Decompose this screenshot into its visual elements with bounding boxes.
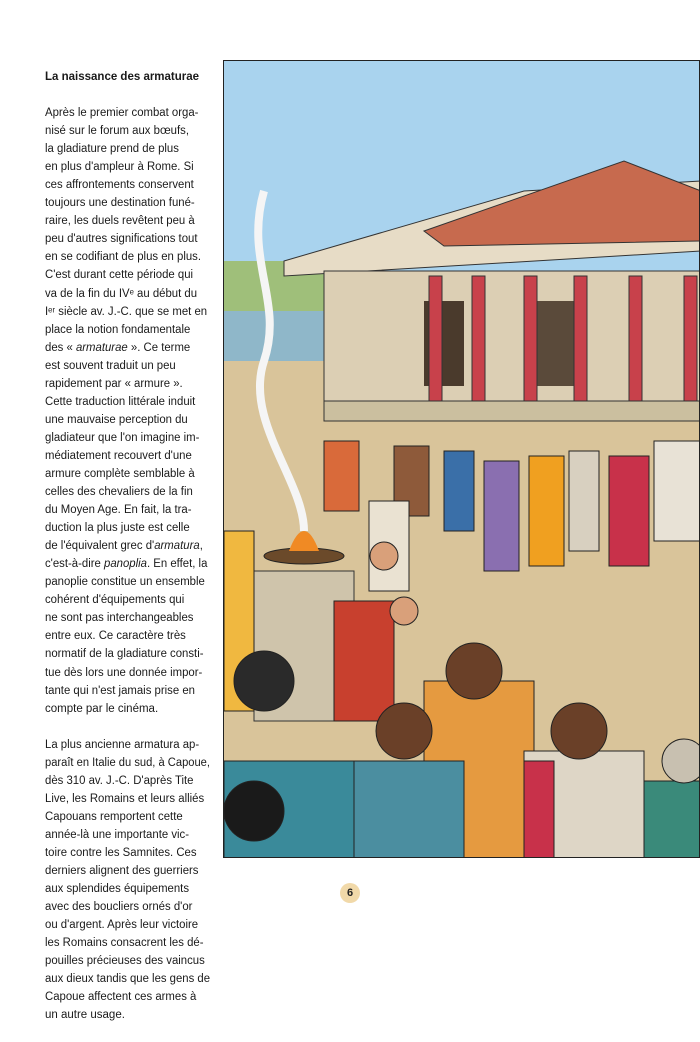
text-line — [45, 339, 210, 357]
text-line — [45, 158, 210, 176]
text-segment: Live, les Romains et leurs alliés — [45, 792, 205, 805]
text-line — [45, 411, 210, 429]
text-line — [45, 970, 210, 988]
text-segment: en plus d'ampleur à Rome. Si — [45, 161, 194, 174]
text-line — [45, 880, 210, 898]
text-line — [45, 140, 210, 158]
text-line — [45, 700, 212, 718]
text-segment: rapidement par « armure ». — [45, 377, 183, 390]
text-line — [45, 609, 210, 627]
text-line — [45, 844, 210, 862]
text-segment: cohérent d'équipements qui — [45, 594, 185, 607]
text-line — [45, 682, 210, 700]
text-segment: du Moyen Age. En fait, la tra- — [45, 504, 192, 517]
text-segment: nisé sur le forum aux bœufs, — [45, 125, 189, 138]
text-segment: gladiateur que l'on imagine im- — [45, 431, 200, 444]
paragraph — [45, 104, 212, 718]
text-line — [45, 483, 210, 501]
text-segment: aux dieux tandis que les gens de — [45, 973, 210, 986]
text-segment: , — [199, 540, 203, 553]
text-line — [45, 988, 210, 1006]
text-line — [45, 357, 210, 375]
section-title: La naissance des armaturae — [45, 71, 200, 83]
article-body — [45, 104, 212, 1024]
text-line — [45, 898, 210, 916]
text-segment: . En effet, la — [146, 558, 208, 571]
text-line — [45, 754, 210, 772]
text-segment: duction la plus juste est celle — [45, 522, 190, 535]
text-segment: année-là une importante vic- — [45, 828, 190, 841]
text-segment: les Romains consacrent les dé- — [45, 937, 204, 950]
text-line — [45, 736, 210, 754]
text-segment: normatif de la gladiature consti- — [45, 648, 204, 661]
text-segment: place la notion fondamentale — [45, 323, 191, 336]
text-line — [45, 862, 210, 880]
text-segment: ». Ce terme — [127, 341, 191, 354]
text-segment: ces affrontements conservent — [45, 179, 194, 192]
text-line — [45, 122, 210, 140]
article-column — [45, 68, 212, 1042]
text-segment: un autre usage. — [45, 1009, 125, 1022]
text-segment: la gladiature prend de plus — [45, 143, 179, 156]
text-segment: médiatement recouvert d'une — [45, 449, 192, 462]
italic-term: armatura — [154, 540, 200, 553]
text-segment: c'est-à-dire — [45, 558, 105, 571]
text-line — [45, 573, 210, 591]
text-segment: derniers alignent des guerriers — [45, 864, 199, 877]
text-segment: une mauvaise perception du — [45, 413, 188, 426]
italic-term: panoplia — [104, 558, 147, 571]
page-number: 6 — [340, 883, 360, 903]
text-line — [45, 790, 210, 808]
text-segment: tue dès lors une donnée impor- — [45, 666, 203, 679]
text-line — [45, 1006, 212, 1024]
text-line — [45, 303, 210, 321]
text-line — [45, 934, 210, 952]
text-line — [45, 321, 210, 339]
text-segment: va de la fin du IVᵉ au début du — [45, 287, 198, 300]
text-segment: toire contre les Samnites. Ces — [45, 846, 197, 859]
text-segment: Capouans remportent cette — [45, 810, 183, 823]
text-line — [45, 537, 210, 555]
text-line — [45, 808, 210, 826]
text-segment: armure complète semblable à — [45, 467, 195, 480]
text-segment: celles des chevaliers de la fin — [45, 486, 193, 499]
text-line — [45, 447, 210, 465]
text-segment: ou d'argent. Après leur victoire — [45, 919, 199, 932]
illustration-drawing — [224, 61, 700, 858]
text-segment: Cette traduction littérale induit — [45, 395, 196, 408]
text-segment: en se codifiant de plus en plus. — [45, 251, 202, 264]
text-segment: aux splendides équipements — [45, 883, 190, 896]
text-segment: dès 310 av. J.-C. D'après Tite — [45, 774, 194, 787]
text-line — [45, 393, 210, 411]
text-segment: panoplie constitue un ensemble — [45, 576, 205, 589]
text-line — [45, 230, 210, 248]
text-line — [45, 194, 210, 212]
text-line — [45, 772, 210, 790]
text-line — [45, 555, 210, 573]
text-segment: La plus ancienne armatura ap- — [45, 738, 200, 751]
text-line — [45, 664, 210, 682]
text-segment: compte par le cinéma. — [45, 702, 159, 715]
paragraph — [45, 736, 212, 1025]
text-line — [45, 212, 210, 230]
text-segment: des « — [45, 341, 76, 354]
text-segment: Capoue affectent ces armes à — [45, 991, 197, 1004]
text-line — [45, 176, 210, 194]
text-segment: tante qui n'est jamais prise en — [45, 684, 195, 697]
text-line — [45, 645, 210, 663]
text-line — [45, 104, 210, 122]
text-line — [45, 519, 210, 537]
text-segment: pouilles précieuses des vaincus — [45, 955, 205, 968]
text-line — [45, 375, 210, 393]
text-line — [45, 465, 210, 483]
text-line — [45, 916, 210, 934]
text-segment: toujours une destination funé- — [45, 197, 195, 210]
text-line — [45, 285, 210, 303]
text-line — [45, 501, 210, 519]
text-segment: C'est durant cette période qui — [45, 269, 194, 282]
text-segment: paraît en Italie du sud, à Capoue, — [45, 756, 210, 769]
text-segment: entre eux. Ce caractère très — [45, 630, 186, 643]
text-segment: est souvent traduit un peu — [45, 359, 176, 372]
text-segment: raire, les duels revêtent peu à — [45, 215, 195, 228]
text-segment: de l'équivalent grec d' — [45, 540, 155, 553]
text-segment: avec des boucliers ornés d'or — [45, 901, 193, 914]
text-line — [45, 591, 210, 609]
text-line — [45, 627, 210, 645]
text-line — [45, 429, 210, 447]
text-line — [45, 248, 210, 266]
text-line — [45, 826, 210, 844]
text-line — [45, 952, 210, 970]
text-segment: Iᵉʳ siècle av. J.-C. que se met en — [45, 305, 208, 318]
text-segment: Après le premier combat orga- — [45, 107, 199, 120]
comic-illustration-roman-temple-crowd — [223, 60, 700, 858]
text-segment: peu d'autres significations tout — [45, 233, 198, 246]
text-line — [45, 266, 210, 284]
italic-term: armaturae — [75, 341, 128, 354]
text-segment: ne sont pas interchangeables — [45, 612, 194, 625]
